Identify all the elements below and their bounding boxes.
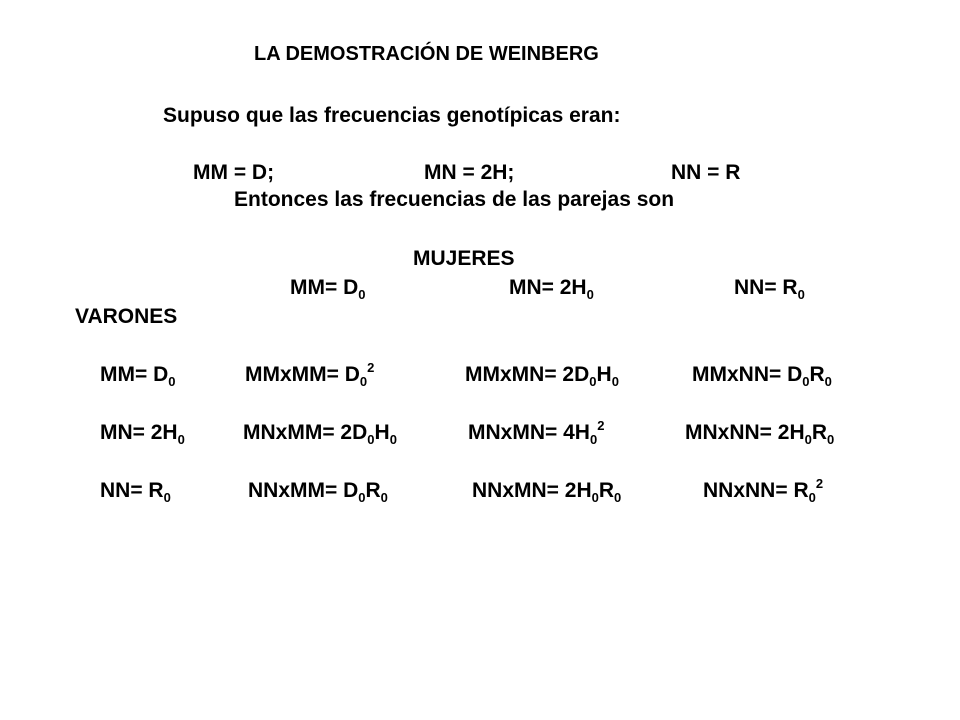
cell-mn-x-nn: MNxNN= $2H_0R_0$ [685,421,835,447]
genotype-nn-frequency: NN = R [671,161,741,184]
genotype-mm-frequency: MM = D; [193,161,275,184]
cell-mm-x-mn: MMxMN= $2D_0H_0$ [465,363,619,389]
column-header-mn: $MN= 2H_0$ [509,276,594,302]
cell-mm-x-mm: MMxMM= $D_0^2$ [245,360,375,389]
row-header-nn: $NN= R_0$ [100,479,171,505]
row-header-mn: $MN= 2H_0$ [100,421,185,447]
couples-intro-text: Entonces las frecuencias de las parejas son [234,188,675,211]
genotype-mn-frequency: MN = 2H; [424,161,515,184]
column-header-nn: $NN= R_0$ [734,276,805,302]
women-heading: MUJERES [413,247,515,270]
cell-nn-x-mn: NNxMN= $2H_0R_0$ [472,479,622,505]
cell-nn-x-nn: NNxNN= $R_0^2$ [703,476,824,505]
cell-mn-x-mn: MNxMN= $4H_0^2$ [468,418,605,447]
cell-nn-x-mm: NNxMM= $D_0R_0$ [248,479,388,505]
slide-title: LA DEMOSTRACIÓN DE WEINBERG [254,43,599,65]
row-header-mm: $MM= D_0$ [100,363,176,389]
cell-mm-x-nn: MMxNN= $D_0R_0$ [692,363,832,389]
assumption-text: Supuso que las frecuencias genotípicas eran: [163,104,621,127]
column-header-mm: $MM= D_0$ [290,276,366,302]
cell-mn-x-mm: MNxMM= $2D_0H_0$ [243,421,397,447]
men-heading: VARONES [75,305,178,328]
